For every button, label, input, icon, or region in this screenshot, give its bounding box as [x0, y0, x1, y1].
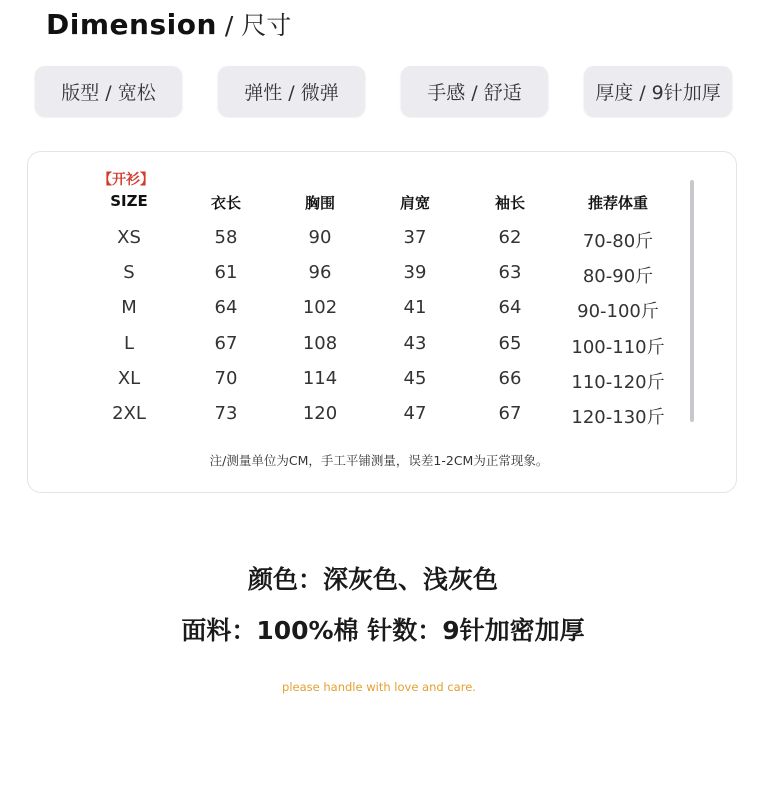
table-cell: 45 — [403, 367, 427, 389]
table-cell: 96 — [308, 262, 332, 284]
table-cell: 102 — [302, 297, 338, 319]
table-cell: XS — [117, 227, 141, 248]
table-cell: 110-120斤 — [571, 371, 665, 393]
table-cell: 70-80斤 — [582, 231, 654, 252]
chip-fit: 版型 / 宽松 — [35, 66, 182, 116]
table-cell: 58 — [214, 227, 238, 248]
table-cell: 114 — [302, 367, 338, 389]
table-cell: 64 — [214, 297, 238, 319]
title-subtitle: / 尺寸 — [224, 11, 292, 40]
table-cell: 67 — [498, 403, 522, 424]
table-cell: 73 — [214, 403, 238, 424]
table-cell: 90-100斤 — [577, 301, 659, 323]
attribute-chips — [0, 66, 758, 118]
table-cell: 39 — [403, 262, 427, 284]
chip-elasticity: 弹性 / 微弹 — [218, 66, 365, 116]
material-info: 面料：100%棉 针数：9针加密加厚 — [181, 616, 585, 645]
table-cell: 80-90斤 — [582, 266, 654, 288]
table-cell: S — [123, 262, 135, 284]
table-header-cell: 衣长 — [210, 194, 242, 212]
table-cell: 41 — [403, 297, 427, 319]
table-cell: 66 — [498, 367, 522, 389]
table-cell: M — [121, 297, 137, 319]
table-cell: 47 — [403, 403, 427, 424]
color-info: 颜色：深灰色、浅灰色 — [247, 565, 498, 594]
table-cell: 100-110斤 — [571, 336, 665, 358]
page-title — [46, 6, 291, 46]
table-cell: L — [123, 332, 135, 354]
closing-text: please handle with love and care. — [282, 680, 476, 694]
table-cell: 37 — [403, 227, 427, 248]
chip-feel: 手感 / 舒适 — [401, 66, 548, 116]
table-header-cell: 胸围 — [304, 194, 336, 212]
table-cell: XL — [117, 367, 141, 389]
table-cell: 90 — [308, 227, 332, 248]
chip-thickness: 厚度 / 9针加厚 — [584, 66, 732, 116]
table-cell: 62 — [498, 227, 522, 248]
table-header-cell: 袖长 — [494, 194, 526, 212]
measurement-note: 注/测量单位为CM，手工平铺测量，误差1-2CM为正常现象。 — [209, 453, 549, 468]
table-cell: 43 — [403, 332, 427, 354]
table-cell: 120-130斤 — [571, 407, 665, 428]
table-cell: 70 — [214, 367, 238, 389]
table-cell: 120 — [302, 403, 338, 424]
product-type-tag: 【开衫】 — [98, 172, 154, 188]
table-cell: 63 — [498, 262, 522, 284]
table-header-cell: 推荐体重 — [587, 194, 649, 212]
table-header-cell: 肩宽 — [399, 194, 431, 212]
table-header-cell: SIZE — [110, 192, 148, 210]
table-cell: 65 — [498, 332, 522, 354]
table-cell: 67 — [214, 332, 238, 354]
table-cell: 61 — [214, 262, 238, 284]
title-main: Dimension — [46, 8, 217, 41]
table-cell: 64 — [498, 297, 522, 319]
scrollbar[interactable] — [690, 180, 694, 422]
table-cell: 2XL — [112, 403, 146, 424]
table-cell: 108 — [302, 332, 338, 354]
